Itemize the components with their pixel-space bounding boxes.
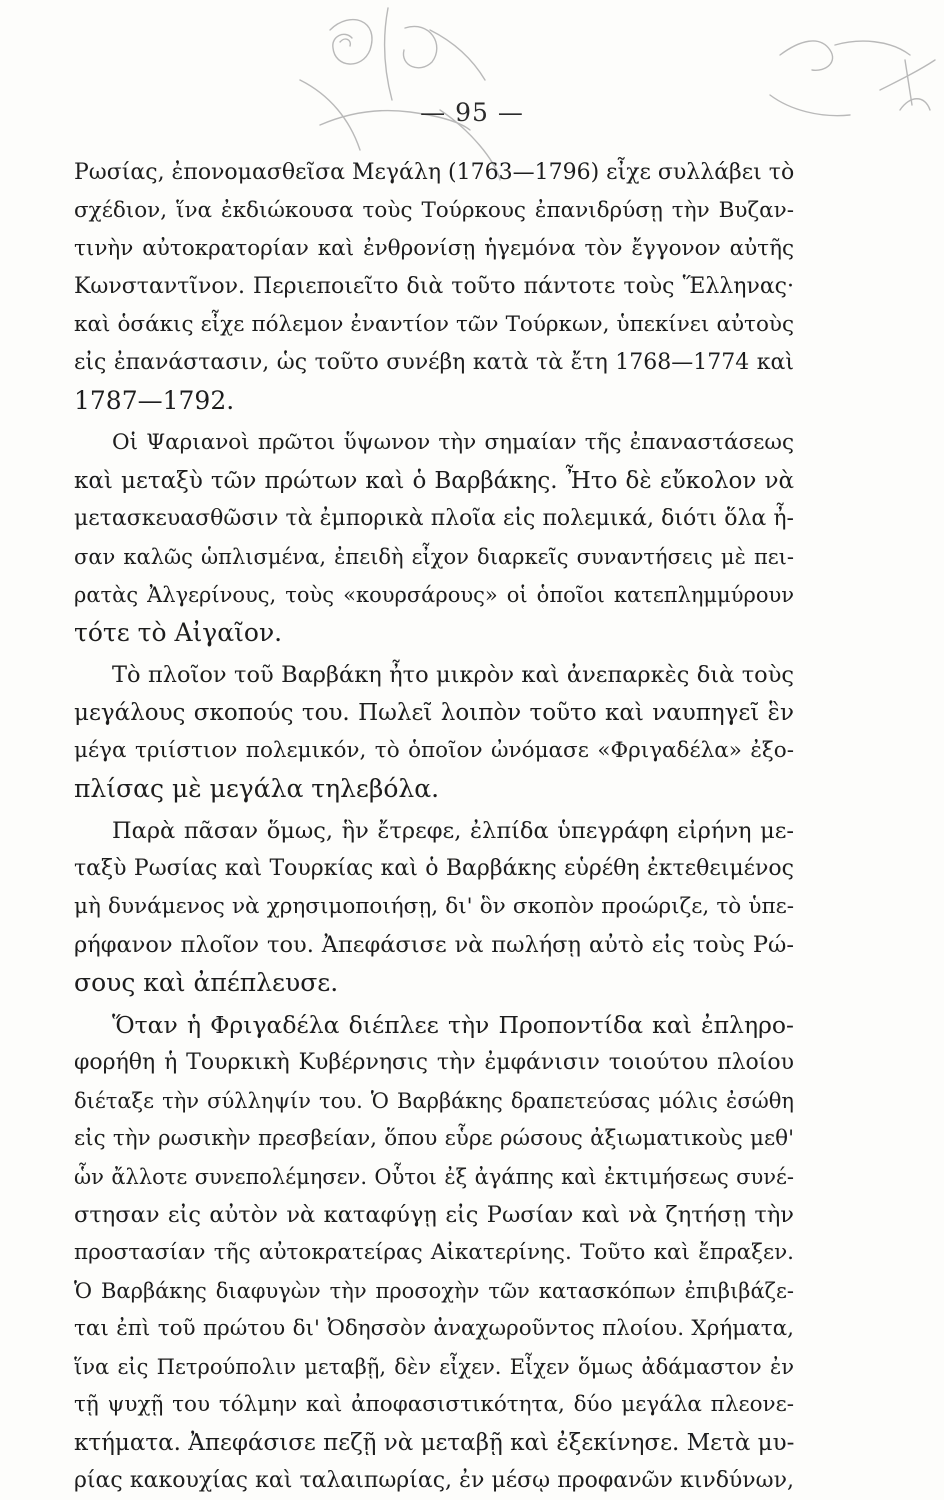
text-line: ρίας κακουχίας καὶ ταλαιπωρίας, ἐν μέσῳ προφανῶν κινδύνων, (74, 1468, 794, 1493)
text-line: εἰς τὴν ρωσικὴν πρεσβείαν, ὅπου εὗρε ρώσους ἀξιωματικοὺς μεθ' (74, 1126, 794, 1151)
text-line: Παρὰ πᾶσαν ὅμως, ἣν ἔτρεφε, ἐλπίδα ὑπεγράφη εἰρήνη με- (112, 818, 794, 844)
paragraph (74, 154, 794, 420)
text-line: τινὴν αὐτοκρατορίαν καὶ ἐνθρονίσῃ ἡγεμόνα τὸν ἔγγονον αὐτῆς (74, 236, 794, 261)
text-line: φορήθη ἡ Τουρκικὴ Κυβέρνησις τὴν ἐμφάνισιν τοιούτου πλοίου (74, 1050, 794, 1075)
text-line: μετασκευασθῶσιν τὰ ἐμπορικὰ πλοῖα εἰς πολεμικά, διότι ὅλα ἦ- (74, 506, 794, 531)
text-line: καὶ μεταξὺ τῶν πρώτων καὶ ὁ Βαρβάκης. Ἦτο δὲ εὔκολον νὰ (74, 468, 794, 494)
text-line: Οἱ Ψαριανοὶ πρῶτοι ὕψωνον τὴν σημαίαν τῆς ἐπαναστάσεως (112, 430, 794, 455)
text-line: ται ἐπὶ τοῦ πρώτου δι' Ὀδησσὸν ἀναχωροῦντος πλοίου. Χρήματα, (74, 1316, 794, 1341)
text-line: Ὁ Βαρβάκης διαφυγὼν τὴν προσοχὴν τῶν κατασκόπων ἐπιβιβάζε- (74, 1279, 794, 1303)
paragraph (74, 424, 794, 652)
text-line: Ρωσίας, ἐπονομασθεῖσα Μεγάλη (1763—1796) εἶχε συλλάβει τὸ (74, 160, 794, 185)
text-line: ὧν ἄλλοτε συνεπολέμησεν. Οὗτοι ἐξ ἀγάπης καὶ ἐκτιμήσεως συνέ- (74, 1165, 794, 1189)
text-line: μεγάλους σκοπούς του. Πωλεῖ λοιπὸν τοῦτο καὶ ναυπηγεῖ ἓν (74, 700, 794, 726)
text-line: ρατὰς Ἀλγερίνους, τοὺς «κουρσάρους» οἱ ὁποῖοι κατεπλημμύρουν (74, 583, 794, 607)
paragraph (74, 812, 794, 1002)
text-line: ρήφανον πλοῖον του. Ἀπεφάσισε νὰ πωλήσῃ αὐτὸ εἰς τοὺς Ρώ- (74, 932, 794, 958)
text-line: Ὅταν ἡ Φριγαδέλα διέπλεε τὴν Προποντίδα καὶ ἐπληρο- (112, 1011, 794, 1039)
text-line: διέταξε τὴν σύλληψίν του. Ὁ Βαρβάκης δραπετεύσας μόλις ἐσώθη (74, 1089, 794, 1113)
text-line: μέγα τριίστιον πολεμικόν, τὸ ὁποῖον ὠνόμασε «Φριγαδέλα» ἐξο- (74, 738, 794, 763)
text-line: σαν καλῶς ὡπλισμένα, ἐπειδὴ εἶχον διαρκεῖς συναντήσεις μὲ πει- (74, 545, 794, 569)
text-line: τότε τὸ Αἰγαῖον. (74, 618, 283, 647)
body-text (74, 154, 794, 1500)
text-line: πλίσας μὲ μεγάλα τηλεβόλα. (74, 774, 440, 803)
page-number: — 95 — (420, 98, 524, 127)
text-line: καὶ ὁσάκις εἶχε πόλεμον ἐναντίον τῶν Τούρκων, ὑπεκίνει αὐτοὺς (74, 312, 794, 337)
text-line: στησαν εἰς αὐτὸν νὰ καταφύγῃ εἰς Ρωσίαν καὶ νὰ ζητήσῃ τὴν (74, 1202, 794, 1228)
text-line: τῇ ψυχῇ του τόλμην καὶ ἀποφασιστικότητα, δύο μεγάλα πλεονε- (74, 1392, 794, 1417)
text-line: κτήματα. Ἀπεφάσισε πεζῇ νὰ μεταβῇ καὶ ἐξεκίνησε. Μετὰ μυ- (74, 1430, 794, 1456)
text-line: σχέδιον, ἵνα ἐκδιώκουσα τοὺς Τούρκους ἐπανιδρύσῃ τὴν Βυζαν- (74, 198, 794, 223)
text-line: 1787—1792. (74, 386, 235, 415)
text-line: σους καὶ ἀπέπλευσε. (74, 968, 339, 997)
text-line: μὴ δυνάμενος νὰ χρησιμοποιήσῃ, δι' ὃν σκοπὸν προώριζε, τὸ ὑπε- (74, 894, 794, 919)
paragraph (74, 656, 794, 808)
text-line: εἰς ἐπανάστασιν, ὡς τοῦτο συνέβη κατὰ τὰ ἔτη 1768—1774 καὶ (74, 350, 794, 375)
text-line: προστασίαν τῆς αὐτοκρατείρας Αἰκατερίνης. Τοῦτο καὶ ἔπραξεν. (74, 1240, 794, 1265)
paragraph (74, 1006, 794, 1500)
text-line: ἵνα εἰς Πετρούπολιν μεταβῇ, δὲν εἶχεν. Εἶχεν ὅμως ἀδάμαστον ἐν (74, 1355, 794, 1379)
text-line: ταξὺ Ρωσίας καὶ Τουρκίας καὶ ὁ Βαρβάκης εὑρέθη ἐκτεθειμένος (74, 856, 794, 881)
text-line: Κωνσταντῖνον. Περιεποιεῖτο διὰ τοῦτο πάντοτε τοὺς Ἕλληνας· (74, 274, 794, 299)
text-line: Τὸ πλοῖον τοῦ Βαρβάκη ἦτο μικρὸν καὶ ἀνεπαρκὲς διὰ τοὺς (112, 662, 794, 688)
